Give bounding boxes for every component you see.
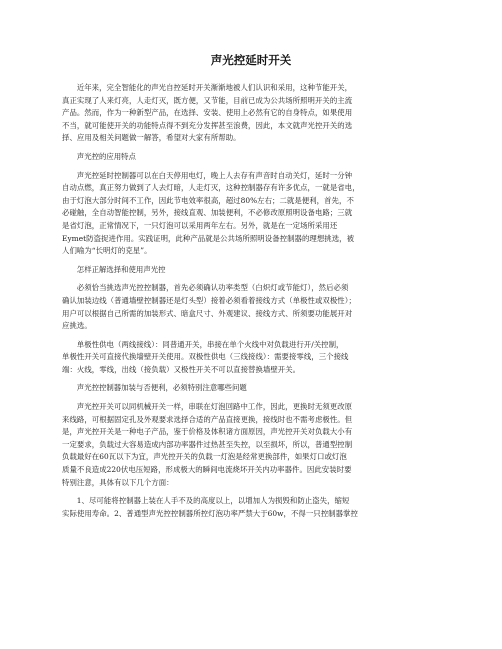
paragraph-line: 用户可以根据自己所需的加装形式、暗盒尺寸、外观建议、接线方式、所须要功能展开对	[62, 308, 353, 318]
paragraph-line: 择、应用及相关问题做一解答，希望对大家有所帮助。	[62, 133, 241, 143]
paragraph-line: 自动点燃，真正努力做到了人去灯暗，人走灯灭，这种控制器存有许多优点，一就是省电，	[62, 183, 360, 193]
paragraph	[62, 170, 440, 258]
paragraph	[62, 82, 440, 145]
paragraph-line: 近年来，完全智能化的声光自控延时开关渐渐地被人们认识和采用，这种节能开关，	[76, 83, 353, 92]
paragraph	[62, 282, 440, 332]
paragraph-line: 特别注意，具体有以下几个方面：	[62, 477, 174, 487]
paragraph	[62, 401, 440, 489]
section-heading: 声光控的应用特点	[76, 151, 136, 161]
section-heading: 声光控控制器加装与否便利，必须特别注意哪些问题	[76, 383, 247, 393]
paragraph-line: 是，声光控开关是一种电子产品，鉴于价格及体积诸方面原因，声光控开关对负载大小有	[62, 427, 353, 437]
paragraph-line: 1、尽可能将控制器上装在人手不及的高度以上，以增加人为损毁和防止盗失，缩短	[76, 496, 350, 506]
paragraph-line: 应挑选。	[62, 321, 92, 331]
paragraph-line: 声光控延时控制器可以在白天停用电灯，晚上人去存有声音时自动关灯，延时一分钟	[76, 170, 353, 180]
paragraph-line: 必须恰当挑选声光控控制器，首先必须确认功率类型（白炽灯或节能灯），然后必须	[76, 283, 349, 293]
paragraph-line: 负载最好在60瓦以下为宜，声光控开关的负载一灯泡是经常更换部件，如果灯口或灯泡	[62, 452, 347, 462]
paragraph-line: 真正实现了人来灯亮，人走灯灭，既方便，又节能，目前已成为公共场所照明开关的主流	[62, 95, 353, 105]
paragraph-line: 产品。然而，作为一种新型产品，在选择、安装、使用上必然有它的自身特点，如果使用	[62, 108, 353, 118]
paragraph-line: 实际使用寿命。2、普通型声光控控制器所控灯泡功率严禁大于60w，不得一只控制器掌控	[62, 508, 358, 518]
paragraph-line: 质量不良造成220伏电压短路，形成极大的瞬间电流烧坏开关内功率器件。因此安装时要	[62, 465, 352, 475]
paragraph-line: 必碰触，全自动智能控制，另外，接线直观、加装便利，不必修改原照明设备电路；三就	[62, 208, 353, 218]
paragraph-line: 端：火线，零线，出线（接负载）又极性开关不可以直接替换墙壁开关。	[62, 364, 301, 374]
paragraph-line: 不当，就可能使开关的功能特点得不到充分发挥甚至浪费，因此，本文就声光控开关的选	[62, 120, 353, 130]
paragraph-line: 单极性供电（两线接线）：同普通开关，串接在单个火线中对负载进行开/关控制，	[76, 339, 344, 349]
paragraph-line: 一定要求，负载过大容易造成内部功率器件过热甚至失控，以至损坏，所以，普通型控制	[62, 439, 353, 449]
paragraph-line: 人们喻为“长明灯的克星”。	[62, 246, 152, 256]
document-body	[62, 82, 440, 520]
paragraph-line: 单极性开关可直接代换墙壁开关使用。双极性供电（三线接线）：需要接零线，三个接线	[62, 352, 349, 362]
paragraph-line: 是省灯泡，正常情况下，一只灯泡可以采用两年左右。另外，就是在一定场所采用还	[62, 220, 338, 230]
section-heading: 怎样正解选择和使用声光控	[76, 264, 166, 274]
paragraph-line: 来线路，可根据固定孔及外观要求选择合适的产品直接更换，接线时也不需考虑极性。但	[62, 414, 353, 424]
paragraph	[62, 339, 440, 377]
document-title: 声光控延时开关	[210, 53, 292, 67]
paragraph-line: 确认加装边线（普通墙壁控制器还是灯头型）接着必须看着接线方式（单极性或双极性）；	[62, 295, 356, 305]
paragraph-line: Eymet防盗捉进作用。实践证明，此种产品就是公共场所照明设备控制器的理想挑选，被	[62, 233, 355, 243]
paragraph-line: 由于灯泡大部分时间不工作，因此节电效率很高，超过80%左右；二就是便利，首先，不	[62, 195, 354, 205]
paragraph-line: 声光控开关可以同机械开关一样，串联在灯泡回路中工作，因此，更换时无须更改原	[76, 402, 353, 412]
paragraph	[62, 495, 440, 520]
